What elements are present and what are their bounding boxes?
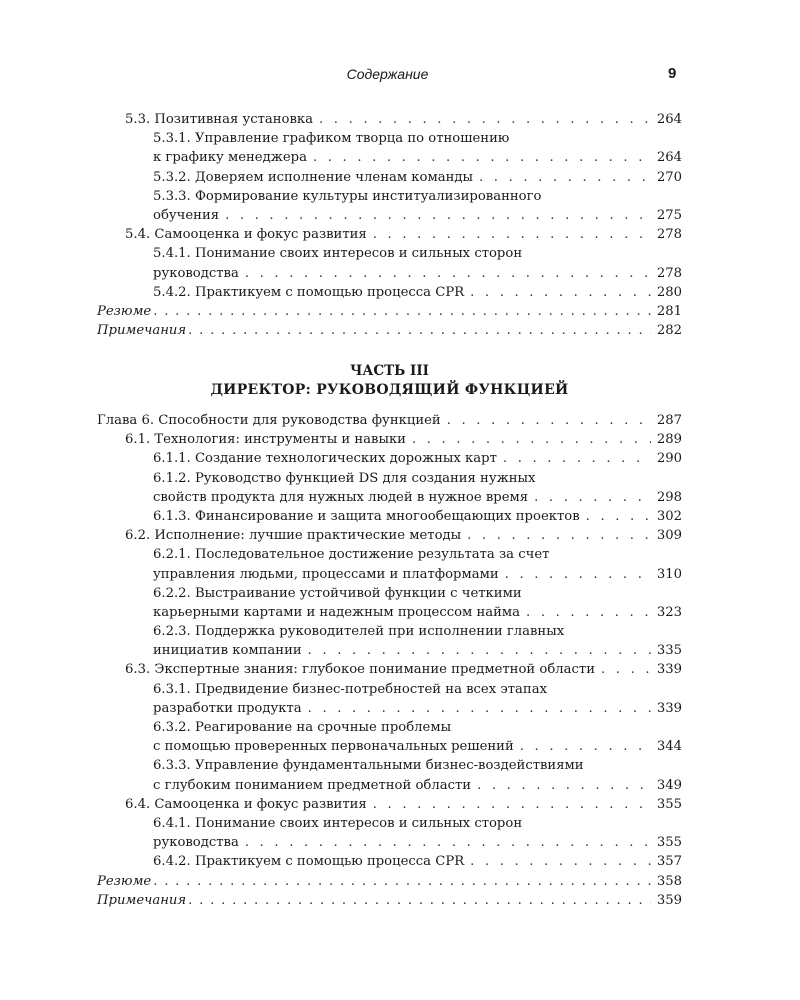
toc-entry	[97, 603, 682, 622]
toc-page-number: 278	[656, 227, 682, 243]
running-head-title: Содержание	[346, 66, 429, 82]
toc-entry-text: 5.3. Позитивная установка	[125, 112, 314, 127]
toc-entry	[97, 852, 682, 871]
page-number: 9	[668, 65, 677, 82]
toc-page-number: 275	[656, 207, 682, 223]
toc-entry-text: к графику менеджера	[153, 150, 307, 166]
toc-entry	[97, 148, 682, 167]
toc-entry-text: 6.3.2. Реагирование на срочные проблемы	[153, 720, 452, 735]
toc-entry-text: 6.4.2. Практикуем с помощью процесса CPR	[153, 854, 465, 870]
toc-leader-dots	[441, 411, 651, 430]
toc-entry-text: Глава 6. Способности для руководства функцией	[97, 413, 441, 428]
toc-entry-text: разработки продукта	[153, 700, 302, 716]
toc-entry	[97, 225, 682, 244]
toc-leader-dots	[186, 891, 651, 910]
toc-entry	[97, 526, 682, 545]
toc-entry-text: с глубоким пониманием предметной области	[153, 777, 472, 793]
toc-entry-line	[97, 584, 682, 603]
toc-entry	[97, 699, 682, 718]
toc-entry	[97, 891, 682, 910]
toc-entry	[97, 206, 682, 225]
toc-page-number: 335	[656, 643, 682, 659]
toc-page-number: 339	[656, 662, 682, 678]
toc-page-number: 357	[656, 854, 682, 870]
toc-entry	[97, 795, 682, 814]
toc-entry-line	[97, 244, 682, 263]
toc-page-number: 323	[656, 604, 682, 620]
toc-page-number: 344	[656, 739, 682, 755]
toc-entry	[97, 641, 682, 660]
toc-page-number: 298	[656, 489, 682, 505]
toc-entry	[97, 488, 682, 507]
toc-entry	[97, 872, 682, 891]
toc-page-number: 355	[656, 796, 682, 812]
toc-leader-dots	[528, 488, 651, 507]
toc-entry-text: 5.4.2. Практикуем с помощью процесса CPR	[153, 284, 465, 300]
toc-entry-text: 5.3.3. Формирование культуры институализированного	[153, 188, 542, 204]
toc-entry-line	[97, 756, 682, 775]
toc-entry-text: 6.2.1. Последовательное достижение результата за счет	[153, 547, 550, 563]
toc-section-top	[97, 110, 682, 340]
toc-entry-text: обучения	[153, 207, 220, 223]
toc-leader-dots	[239, 833, 651, 852]
toc-entry-line	[97, 814, 682, 833]
toc-page-number: 281	[656, 303, 682, 319]
toc-entry-line	[97, 622, 682, 641]
toc-page-number: 287	[656, 413, 682, 428]
toc-entry	[97, 411, 682, 430]
toc-entry-text: 6.1.3. Финансирование и защита многообещающих проектов	[153, 508, 580, 524]
toc-section-bottom	[97, 411, 682, 910]
toc-entry-text: 6.3.1. Предвидение бизнес-потребностей на всех этапах	[153, 681, 548, 697]
toc-leader-dots	[151, 302, 651, 321]
toc-leader-dots	[367, 225, 651, 244]
toc-entry-line	[97, 680, 682, 699]
toc-leader-dots	[186, 321, 651, 340]
toc-entry-text: 6.4. Самооценка и фокус развития	[125, 796, 367, 812]
toc-page-number: 290	[656, 451, 682, 467]
toc-entry	[97, 264, 682, 283]
toc-entry-text: 6.1.1. Создание технологических дорожных карт	[153, 451, 497, 467]
toc-entry-text: Резюме	[97, 303, 152, 319]
toc-page-number: 310	[656, 566, 682, 582]
toc-leader-dots	[406, 430, 651, 449]
toc-leader-dots	[219, 206, 651, 225]
toc-page-number: 289	[656, 432, 682, 448]
toc-entry	[97, 302, 682, 321]
toc-page-number: 339	[656, 700, 682, 716]
toc-entry-text: Примечания	[97, 323, 187, 339]
toc-entry-text: свойств продукта для нужных людей в нужное время	[153, 489, 529, 505]
toc-entry-line	[97, 718, 682, 737]
toc-entry-text: 5.4.1. Понимание своих интересов и сильных сторон	[153, 246, 523, 262]
toc-entry-text: 5.3.2. Доверяем исполнение членам команды	[153, 169, 474, 185]
toc-entry	[97, 507, 682, 526]
toc-leader-dots	[580, 507, 651, 526]
toc-entry-text: карьерными картами и надежным процессом найма	[153, 604, 521, 620]
toc-page-number: 280	[656, 284, 682, 300]
toc-entry-text: 5.4. Самооценка и фокус развития	[125, 227, 367, 243]
toc-entry-text: инициатив компании	[153, 643, 302, 659]
toc-entry-text: 6.3.3. Управление фундаментальными бизнес-воздействиями	[153, 758, 584, 774]
toc-page-number: 349	[656, 777, 682, 793]
toc-page-number: 359	[656, 892, 682, 908]
toc-leader-dots	[302, 641, 651, 660]
toc-page-number: 270	[656, 169, 682, 185]
toc-leader-dots	[464, 283, 651, 302]
toc-entry-text: руководства	[153, 835, 239, 851]
toc-entry	[97, 430, 682, 449]
toc-entry	[97, 449, 682, 468]
toc-page-number: 355	[656, 835, 682, 851]
toc-leader-dots	[302, 699, 651, 718]
toc-page-number: 302	[656, 508, 682, 524]
toc-entry	[97, 321, 682, 340]
toc-entry-text: с помощью проверенных первоначальных решений	[153, 739, 514, 755]
toc-entry	[97, 737, 682, 756]
toc-entry-line	[97, 187, 682, 206]
toc-entry-text: 6.2. Исполнение: лучшие практические методы	[125, 528, 462, 544]
toc-entry	[97, 776, 682, 795]
toc-page-number: 278	[656, 265, 682, 281]
toc-entry-text: 6.2.3. Поддержка руководителей при исполнении главных	[153, 624, 565, 640]
toc-leader-dots	[499, 565, 651, 584]
toc-leader-dots	[464, 852, 651, 871]
toc-entry-text: 6.4.1. Понимание своих интересов и сильных сторон	[153, 815, 523, 831]
toc-entry-text: руководства	[153, 265, 239, 281]
toc-entry-text: 6.2.2. Выстраивание устойчивой функции с четкими	[153, 585, 522, 601]
toc-leader-dots	[313, 110, 651, 129]
toc-entry-line	[97, 469, 682, 488]
toc-entry-text: Резюме	[97, 873, 152, 889]
toc-entry-line	[97, 129, 682, 148]
toc-leader-dots	[497, 449, 651, 468]
toc-page-number: 282	[656, 323, 682, 339]
toc-entry-text: 5.3.1. Управление графиком творца по отношению	[153, 131, 510, 147]
toc-entry	[97, 833, 682, 852]
toc-leader-dots	[595, 660, 651, 679]
toc-entry-text: 6.3. Экспертные знания: глубокое понимание предметной области	[125, 662, 595, 678]
toc-leader-dots	[307, 148, 651, 167]
toc-leader-dots	[471, 776, 651, 795]
toc-leader-dots	[514, 737, 651, 756]
toc-entry	[97, 565, 682, 584]
part-number: ЧАСТЬ III	[350, 363, 429, 379]
toc-entry-text: 6.1. Технология: инструменты и навыки	[125, 432, 406, 448]
toc-page-number: 358	[656, 873, 682, 889]
toc-page-number: 264	[656, 150, 682, 166]
toc-entry	[97, 168, 682, 187]
toc-entry-text: 6.1.2. Руководство функцией DS для создания нужных	[153, 470, 536, 486]
toc-page-number: 264	[656, 112, 682, 127]
toc-entry	[97, 283, 682, 302]
toc-entry-line	[97, 545, 682, 564]
toc-entry-text: Примечания	[97, 892, 187, 908]
toc-page-number: 309	[656, 528, 682, 544]
toc-leader-dots	[520, 603, 651, 622]
running-head	[0, 66, 800, 86]
part-title: ДИРЕКТОР: РУКОВОДЯЩИЙ ФУНКЦИЕЙ	[210, 382, 569, 398]
toc-leader-dots	[473, 168, 651, 187]
toc-leader-dots	[151, 872, 651, 891]
toc-leader-dots	[367, 795, 651, 814]
toc-leader-dots	[461, 526, 651, 545]
toc-leader-dots	[239, 264, 651, 283]
toc-entry-text: управления людьми, процессами и платформами	[153, 566, 499, 582]
toc-entry	[97, 110, 682, 129]
toc-entry	[97, 660, 682, 679]
